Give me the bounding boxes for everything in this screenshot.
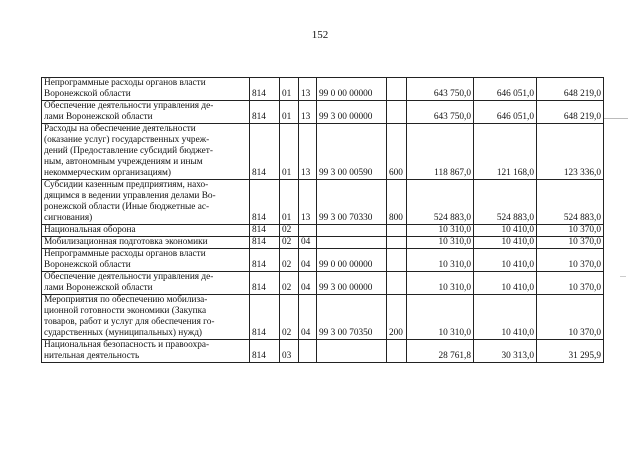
table-row [42, 295, 604, 340]
row-name-cell [42, 295, 250, 340]
expense-type-cell: 800 [387, 180, 407, 225]
row-name-line: (оказание услуг) государственных учреж- [44, 135, 210, 145]
row-name-line: Национальная безопасность и правоохра- [44, 340, 210, 350]
amount-year3-cell: 123 336,0 [537, 124, 604, 180]
row-name-cell [42, 225, 250, 237]
ved-cell: 814 [250, 180, 280, 225]
row-name-line: Воронежской области [44, 89, 131, 99]
amount-year2-cell: 524 883,0 [474, 180, 537, 225]
subsection-cell: 13 [299, 101, 317, 124]
amount-year2-cell: 10 410,0 [474, 295, 537, 340]
ved-cell: 814 [250, 225, 280, 237]
row-name-line: Непрограммные расходы органов власти [44, 78, 206, 88]
row-name-cell [42, 180, 250, 225]
row-name-line: Мероприятия по обеспечению мобилиза- [44, 295, 208, 305]
row-name-cell [42, 124, 250, 180]
row-name-cell [42, 340, 250, 363]
row-name-cell [42, 237, 250, 249]
ved-cell: 814 [250, 249, 280, 272]
amount-year1-cell: 10 310,0 [407, 295, 474, 340]
amount-year3-cell: 10 370,0 [537, 237, 604, 249]
target-article-cell: 99 0 00 00000 [317, 249, 387, 272]
ved-cell: 814 [250, 295, 280, 340]
row-name-line: дящимся в ведении управления делами Во- [44, 191, 216, 201]
subsection-cell [299, 340, 317, 363]
target-article-cell [317, 225, 387, 237]
row-name-line: Субсидии казенным предприятиям, нахо- [44, 180, 209, 190]
amount-year3-cell: 648 219,0 [537, 101, 604, 124]
amount-year1-cell: 118 867,0 [407, 124, 474, 180]
amount-year2-cell: 646 051,0 [474, 101, 537, 124]
ved-cell: 814 [250, 272, 280, 295]
row-name-cell [42, 101, 250, 124]
budget-table [41, 77, 604, 363]
section-cell: 01 [280, 78, 299, 101]
target-article-cell: 99 3 00 00000 [317, 101, 387, 124]
table-row [42, 225, 604, 237]
ved-cell: 814 [250, 237, 280, 249]
section-cell: 02 [280, 225, 299, 237]
table-row [42, 124, 604, 180]
section-cell: 03 [280, 340, 299, 363]
expense-type-cell [387, 237, 407, 249]
ved-cell: 814 [250, 101, 280, 124]
row-name-line: лами Воронежской области [44, 112, 153, 122]
target-article-cell: 99 0 00 00000 [317, 78, 387, 101]
subsection-cell: 13 [299, 124, 317, 180]
row-name-cell [42, 272, 250, 295]
table-row [42, 180, 604, 225]
expense-type-cell [387, 249, 407, 272]
section-cell: 02 [280, 249, 299, 272]
table-row [42, 78, 604, 101]
scan-margin-tick [620, 276, 626, 277]
amount-year1-cell: 524 883,0 [407, 180, 474, 225]
subsection-cell: 04 [299, 237, 317, 249]
row-name-line: Обеспечение деятельности управления де- [44, 272, 214, 282]
expense-type-cell [387, 340, 407, 363]
amount-year1-cell: 643 750,0 [407, 78, 474, 101]
amount-year3-cell: 10 370,0 [537, 249, 604, 272]
subsection-cell: 04 [299, 295, 317, 340]
amount-year3-cell: 10 370,0 [537, 225, 604, 237]
section-cell: 02 [280, 272, 299, 295]
amount-year1-cell: 10 310,0 [407, 272, 474, 295]
row-name-line: некоммерческим организациям) [44, 168, 171, 178]
row-name-line: ронежской области (Иные бюджетные ас- [44, 202, 210, 212]
amount-year2-cell: 10 410,0 [474, 225, 537, 237]
amount-year1-cell: 10 310,0 [407, 237, 474, 249]
table-row [42, 272, 604, 295]
page-number: 152 [311, 29, 329, 41]
expense-type-cell [387, 101, 407, 124]
row-name-line: Расходы на обеспечение деятельности [44, 124, 196, 134]
subsection-cell: 13 [299, 180, 317, 225]
row-name-cell [42, 249, 250, 272]
row-name-line: Обеспечение деятельности управления де- [44, 101, 214, 111]
amount-year1-cell: 643 750,0 [407, 101, 474, 124]
subsection-cell [299, 225, 317, 237]
amount-year2-cell: 30 313,0 [474, 340, 537, 363]
section-cell: 02 [280, 295, 299, 340]
expense-type-cell [387, 78, 407, 101]
row-name-line: сигнования) [44, 213, 93, 223]
table-row [42, 249, 604, 272]
section-cell: 02 [280, 237, 299, 249]
row-name-line: Национальная оборона [44, 225, 136, 235]
amount-year3-cell: 10 370,0 [537, 295, 604, 340]
expense-type-cell: 200 [387, 295, 407, 340]
amount-year1-cell: 10 310,0 [407, 225, 474, 237]
amount-year2-cell: 10 410,0 [474, 249, 537, 272]
amount-year3-cell: 648 219,0 [537, 78, 604, 101]
subsection-cell: 04 [299, 272, 317, 295]
subsection-cell: 13 [299, 78, 317, 101]
amount-year2-cell: 121 168,0 [474, 124, 537, 180]
amount-year1-cell: 28 761,8 [407, 340, 474, 363]
amount-year3-cell: 10 370,0 [537, 272, 604, 295]
amount-year2-cell: 10 410,0 [474, 272, 537, 295]
row-name-cell [42, 78, 250, 101]
row-name-line: дений (Предоставление субсидий бюджет- [44, 146, 213, 156]
table-row [42, 340, 604, 363]
row-name-line: ным, автономным учреждениям и иным [44, 157, 203, 167]
scan-margin-mark [604, 118, 628, 119]
row-name-line: нительная деятельность [44, 351, 140, 361]
table-row [42, 237, 604, 249]
table-row [42, 101, 604, 124]
ved-cell: 814 [250, 78, 280, 101]
row-name-line: Непрограммные расходы органов власти [44, 249, 206, 259]
target-article-cell: 99 3 00 70350 [317, 295, 387, 340]
target-article-cell [317, 237, 387, 249]
amount-year3-cell: 524 883,0 [537, 180, 604, 225]
expense-type-cell [387, 272, 407, 295]
target-article-cell: 99 3 00 70330 [317, 180, 387, 225]
row-name-line: лами Воронежской области [44, 283, 153, 293]
expense-type-cell: 600 [387, 124, 407, 180]
ved-cell: 814 [250, 124, 280, 180]
row-name-line: товаров, работ и услуг для обеспечения го- [44, 317, 215, 327]
section-cell: 01 [280, 180, 299, 225]
subsection-cell: 04 [299, 249, 317, 272]
row-name-line: Мобилизационная подготовка экономики [44, 237, 208, 247]
section-cell: 01 [280, 101, 299, 124]
target-article-cell: 99 3 00 00590 [317, 124, 387, 180]
section-cell: 01 [280, 124, 299, 180]
amount-year3-cell: 31 295,9 [537, 340, 604, 363]
row-name-line: сударственных (муниципальных) нужд) [44, 328, 203, 338]
budget-table-body [42, 78, 604, 363]
amount-year1-cell: 10 310,0 [407, 249, 474, 272]
row-name-line: ционной готовности экономики (Закупка [44, 306, 207, 316]
amount-year2-cell: 10 410,0 [474, 237, 537, 249]
row-name-line: Воронежской области [44, 260, 131, 270]
target-article-cell: 99 3 00 00000 [317, 272, 387, 295]
amount-year2-cell: 646 051,0 [474, 78, 537, 101]
expense-type-cell [387, 225, 407, 237]
target-article-cell [317, 340, 387, 363]
ved-cell: 814 [250, 340, 280, 363]
